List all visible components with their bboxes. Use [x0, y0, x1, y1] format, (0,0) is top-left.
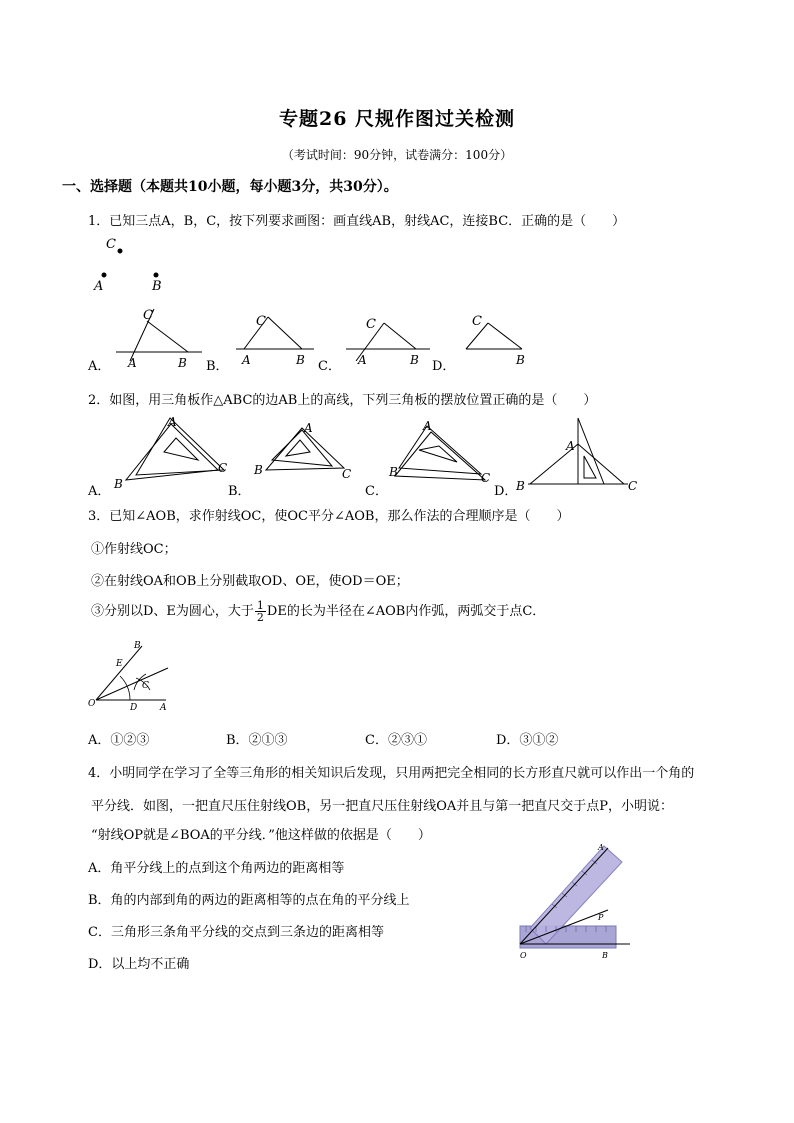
svg-text:C: C	[366, 317, 376, 332]
question-4-line-1: 4．小明同学在学习了全等三角形的相关知识后发现，只用两把完全相同的长方形直尺就可以作出一个角的	[88, 766, 695, 781]
svg-text:D: D	[130, 703, 138, 713]
svg-text:B: B	[254, 463, 263, 477]
question-1-stem: 1．已知三点A，B，C，按下列要求画图：画直线AB，射线AC，连接BC．正确的是（ ）	[88, 214, 626, 229]
exam-info: （考试时间：90分钟，试卷满分：100分）	[281, 148, 513, 162]
q2-option-a[interactable]: A．	[88, 484, 111, 499]
q4-option-a[interactable]: A．角平分线上的点到这个角两边的距离相等	[88, 861, 345, 876]
q3-figure	[84, 636, 184, 716]
svg-text:P: P	[598, 913, 604, 922]
q3-step-2: ②在射线OA和OB上分别截取OD、OE，使OD＝OE；	[91, 574, 409, 589]
q4-option-b[interactable]: B．角的内部到角的两边的距离相等的点在角的平分线上	[88, 893, 410, 908]
q4-option-c[interactable]: C．三角形三条角平分线的交点到三条边的距离相等	[88, 925, 384, 940]
svg-text:A: A	[168, 415, 177, 429]
svg-text:B: B	[178, 356, 187, 370]
q2-figure-c	[385, 410, 505, 495]
point-a-label: A	[94, 279, 104, 294]
point-a	[102, 273, 107, 278]
svg-text:A: A	[128, 356, 137, 370]
q1-option-d[interactable]: D．	[432, 359, 456, 374]
q1-figure-c	[340, 303, 436, 371]
q2-figure-b	[248, 410, 358, 495]
q3-step-1: ①作射线OC；	[91, 542, 177, 557]
svg-text:C: C	[143, 308, 153, 323]
svg-text:E: E	[116, 659, 123, 669]
svg-text:B: B	[389, 465, 398, 479]
point-c-label: C	[106, 237, 116, 252]
svg-text:B: B	[516, 479, 525, 493]
q2-option-d[interactable]: D．	[494, 484, 518, 499]
question-4-line-2: 平分线．如图，一把直尺压住射线OB，另一把直尺压住射线OA并且与第一把直尺交于点P，小明说：	[91, 799, 674, 814]
svg-text:A: A	[423, 419, 432, 433]
q1-figure-d	[454, 303, 544, 371]
q2-figure-d	[512, 410, 642, 495]
q3-step-3: ③分别以D、E为圆心，大于 $\frac{1}{2}$ DE的长为半径在∠AOB内作弧，两弧交于点C．	[91, 599, 546, 624]
question-4-line-3: “射线OP就是∠BOA的平分线．”他这样做的依据是（ ）	[91, 828, 431, 843]
svg-text:C: C	[142, 681, 149, 691]
q2-figure-a	[106, 410, 236, 495]
svg-text:C: C	[342, 467, 352, 481]
svg-text:B: B	[134, 641, 141, 651]
svg-text:C: C	[218, 461, 228, 475]
q1-points-figure	[80, 232, 190, 294]
svg-text:A: A	[566, 439, 575, 453]
fraction-one-half: $\frac{1}{2}$	[256, 599, 264, 624]
svg-text:B: B	[114, 477, 123, 491]
svg-text:A: A	[598, 843, 604, 852]
svg-text:O: O	[88, 699, 96, 709]
point-b	[154, 273, 159, 278]
svg-text:C: C	[628, 479, 638, 493]
q1-option-b[interactable]: B．	[206, 359, 229, 374]
svg-text:B: B	[516, 353, 525, 367]
question-3-stem: 3．已知∠AOB，求作射线OC，使OC平分∠AOB，那么作法的合理顺序是（ ）	[88, 509, 570, 524]
q3-option-a[interactable]: A．①②③	[88, 733, 150, 748]
svg-text:B: B	[602, 951, 608, 960]
svg-text:C: C	[472, 314, 482, 329]
svg-text:A: A	[160, 703, 167, 713]
q1-figure-b	[228, 303, 324, 371]
q3-option-c[interactable]: C．②③①	[365, 733, 427, 748]
svg-text:A: A	[304, 421, 313, 435]
section-heading: 一、选择题（本题共10小题，每小题3分，共30分）。	[62, 179, 398, 195]
q3-option-d[interactable]: D．③①②	[496, 733, 559, 748]
svg-text:A: A	[358, 353, 367, 367]
q4-option-d[interactable]: D．以上均不正确	[88, 957, 190, 972]
q3-option-b[interactable]: B．②①③	[226, 733, 288, 748]
point-c	[118, 249, 123, 254]
question-2-stem: 2．如图，用三角板作△ABC的边AB上的高线，下列三角板的摆放位置正确的是（ ）	[88, 393, 597, 408]
svg-text:O: O	[520, 951, 527, 960]
svg-text:C: C	[256, 314, 266, 329]
q1-option-c[interactable]: C．	[318, 359, 341, 374]
page-title: 专题26 尺规作图过关检测	[278, 108, 516, 130]
q2-option-c[interactable]: C．	[365, 484, 388, 499]
svg-text:C: C	[481, 471, 491, 485]
q4-rulers-figure	[516, 840, 640, 962]
q1-figure-a	[110, 303, 206, 371]
svg-text:B: B	[410, 353, 419, 367]
svg-text:A: A	[242, 353, 251, 367]
q2-option-b[interactable]: B．	[228, 484, 251, 499]
svg-text:B: B	[296, 353, 305, 367]
q1-option-a[interactable]: A．	[88, 359, 111, 374]
point-b-label: B	[152, 279, 162, 294]
